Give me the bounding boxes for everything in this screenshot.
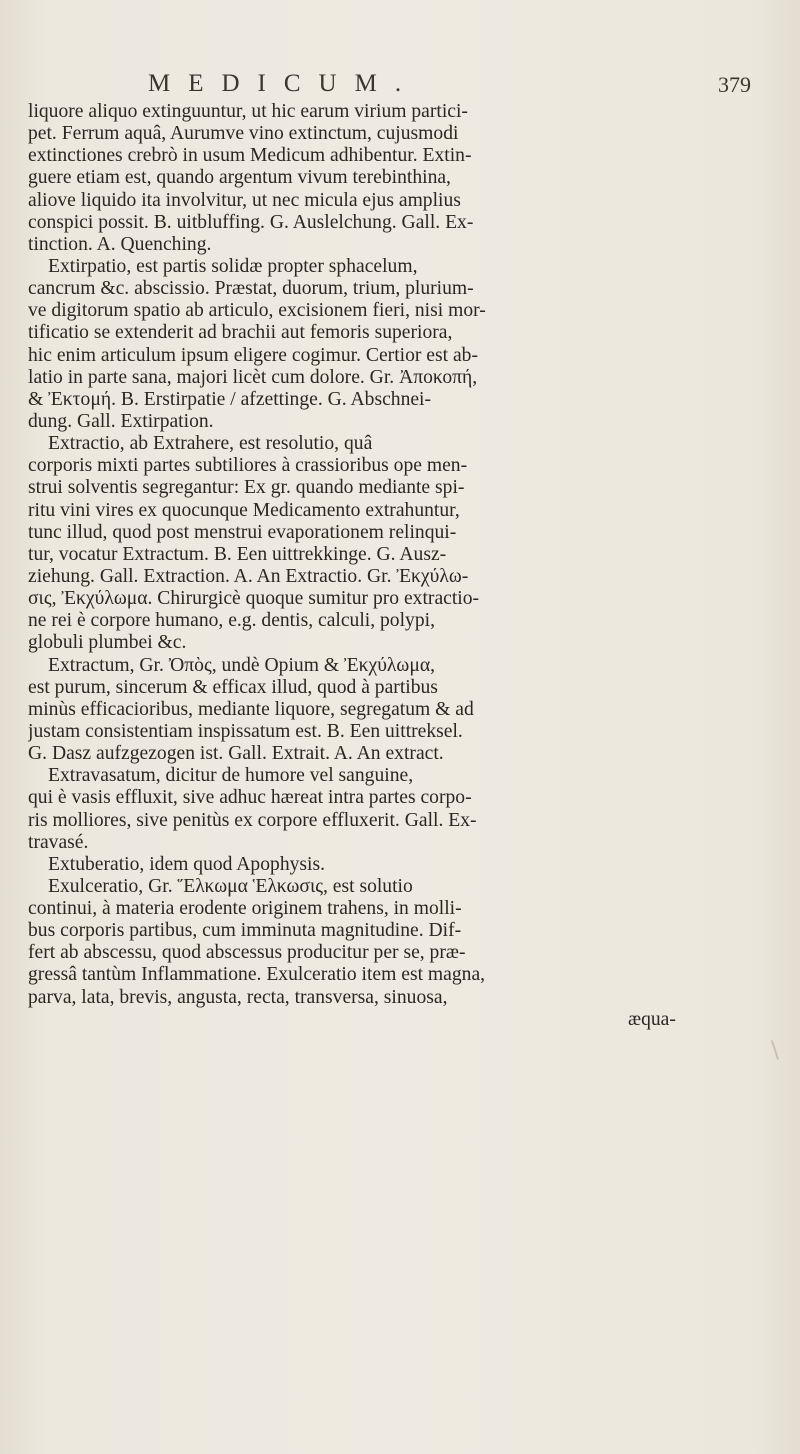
text-line: bus corporis partibus, cum imminuta magnitudine. Dif- bbox=[28, 920, 462, 942]
text-line: qui è vasis effluxit, sive adhuc hæreat intra partes corpo- bbox=[28, 787, 472, 809]
text-line: tificatio se extenderit ad brachii aut femoris superiora, bbox=[28, 322, 453, 344]
text-line: σις, Ἐκχύλωμα. Chirurgicè quoque sumitur pro extractio- bbox=[28, 588, 480, 610]
text-line: strui solventis segregantur: Ex gr. quando mediante spi- bbox=[28, 477, 465, 499]
text-line: parva, lata, brevis, angusta, recta, transversa, sinuosa, bbox=[28, 986, 448, 1008]
entry-extractum: Extractum, Gr. Ὀπὸς, undè Opium & Ἐκχύλωμα, bbox=[48, 654, 435, 676]
text-line: fert ab abscessu, quod abscessus producitur per se, præ- bbox=[28, 942, 466, 964]
text-line: & Ἐκτομή. B. Erstirpatie / afzettinge. G. Abschnei- bbox=[28, 388, 432, 410]
text-line: ve digitorum spatio ab articulo, excisionem fieri, nisi mor- bbox=[28, 300, 486, 322]
text-line: tunc illud, quod post menstrui evaporationem relinqui- bbox=[28, 521, 457, 543]
text-line: justam consistentiam inspissatum est. B. Een uittreksel. bbox=[28, 720, 463, 742]
text-line: G. Dasz aufzgezogen ist. Gall. Extrait. A. An extract. bbox=[28, 743, 444, 765]
text-line: gressâ tantùm Inflammatione. Exulceratio item est magna, bbox=[28, 964, 486, 986]
text-line: conspici possit. B. uitbluffing. G. Auslelchung. Gall. Ex- bbox=[28, 211, 474, 233]
text-line: tur, vocatur Extractum. B. Een uittrekkinge. G. Ausz- bbox=[28, 543, 447, 565]
entry-extuberatio: Extuberatio, idem quod Apophysis. bbox=[48, 853, 326, 875]
text-line: tinction. A. Quenching. bbox=[28, 233, 212, 255]
text-line: globuli plumbei &c. bbox=[28, 632, 187, 654]
text-line: liquore aliquo extinguuntur, ut hic earum virium partici- bbox=[28, 101, 468, 122]
text-line: guere etiam est, quando argentum vivum terebinthina, bbox=[28, 167, 451, 189]
text-line: latio in parte sana, majori licèt cum dolore. Gr. Ἀποκοπή, bbox=[28, 366, 478, 388]
entry-extravasatum: Extravasatum, dicitur de humore vel sanguine, bbox=[48, 765, 414, 787]
catchword: æqua- bbox=[628, 1008, 676, 1030]
body-text bbox=[28, 101, 780, 1031]
text-line: aliove liquido ita involvitur, ut nec micula ejus amplius bbox=[28, 189, 461, 211]
entry-extirpatio: Extirpatio, est partis solidæ propter sphacelum, bbox=[48, 255, 418, 277]
entry-extractio: Extractio, ab Extrahere, est resolutio, quâ bbox=[48, 433, 373, 455]
text-line: minùs efficacioribus, mediante liquore, segregatum & ad bbox=[28, 698, 474, 720]
margin-mark bbox=[771, 1040, 779, 1060]
text-line: pet. Ferrum aquâ, Aurumve vino extinctum, cujusmodi bbox=[28, 123, 459, 145]
running-head: MEDICUM. bbox=[148, 70, 420, 97]
text-line: ne rei è corpore humano, e.g. dentis, calculi, polypi, bbox=[28, 610, 435, 632]
entry-exulceratio: Exulceratio, Gr. Ἕλκωμα Ἑλκωσις, est solutio bbox=[48, 875, 413, 897]
text-line: ziehung. Gall. Extraction. A. An Extractio. Gr. Ἐκχύλω- bbox=[28, 565, 469, 587]
text-line: extinctiones crebrò in usum Medicum adhibentur. Extin- bbox=[28, 145, 472, 167]
page-number: 379 bbox=[718, 72, 751, 97]
text-line: hic enim articulum ipsum eligere cogimur. Certior est ab- bbox=[28, 344, 478, 366]
text-line: dung. Gall. Extirpation. bbox=[28, 410, 214, 432]
text-line: corporis mixti partes subtiliores à crassioribus ope men- bbox=[28, 455, 468, 477]
text-line: ris molliores, sive penitùs ex corpore effluxerit. Gall. Ex- bbox=[28, 809, 477, 831]
text-line: continui, à materia erodente originem trahens, in molli- bbox=[28, 898, 462, 920]
text-line: travasé. bbox=[28, 831, 89, 853]
text-line: est purum, sincerum & efficax illud, quod à partibus bbox=[28, 676, 438, 698]
text-line: ritu vini vires ex quocunque Medicamento extrahuntur, bbox=[28, 499, 460, 521]
text-line: cancrum &c. abscissio. Præstat, duorum, trium, plurium- bbox=[28, 278, 474, 300]
